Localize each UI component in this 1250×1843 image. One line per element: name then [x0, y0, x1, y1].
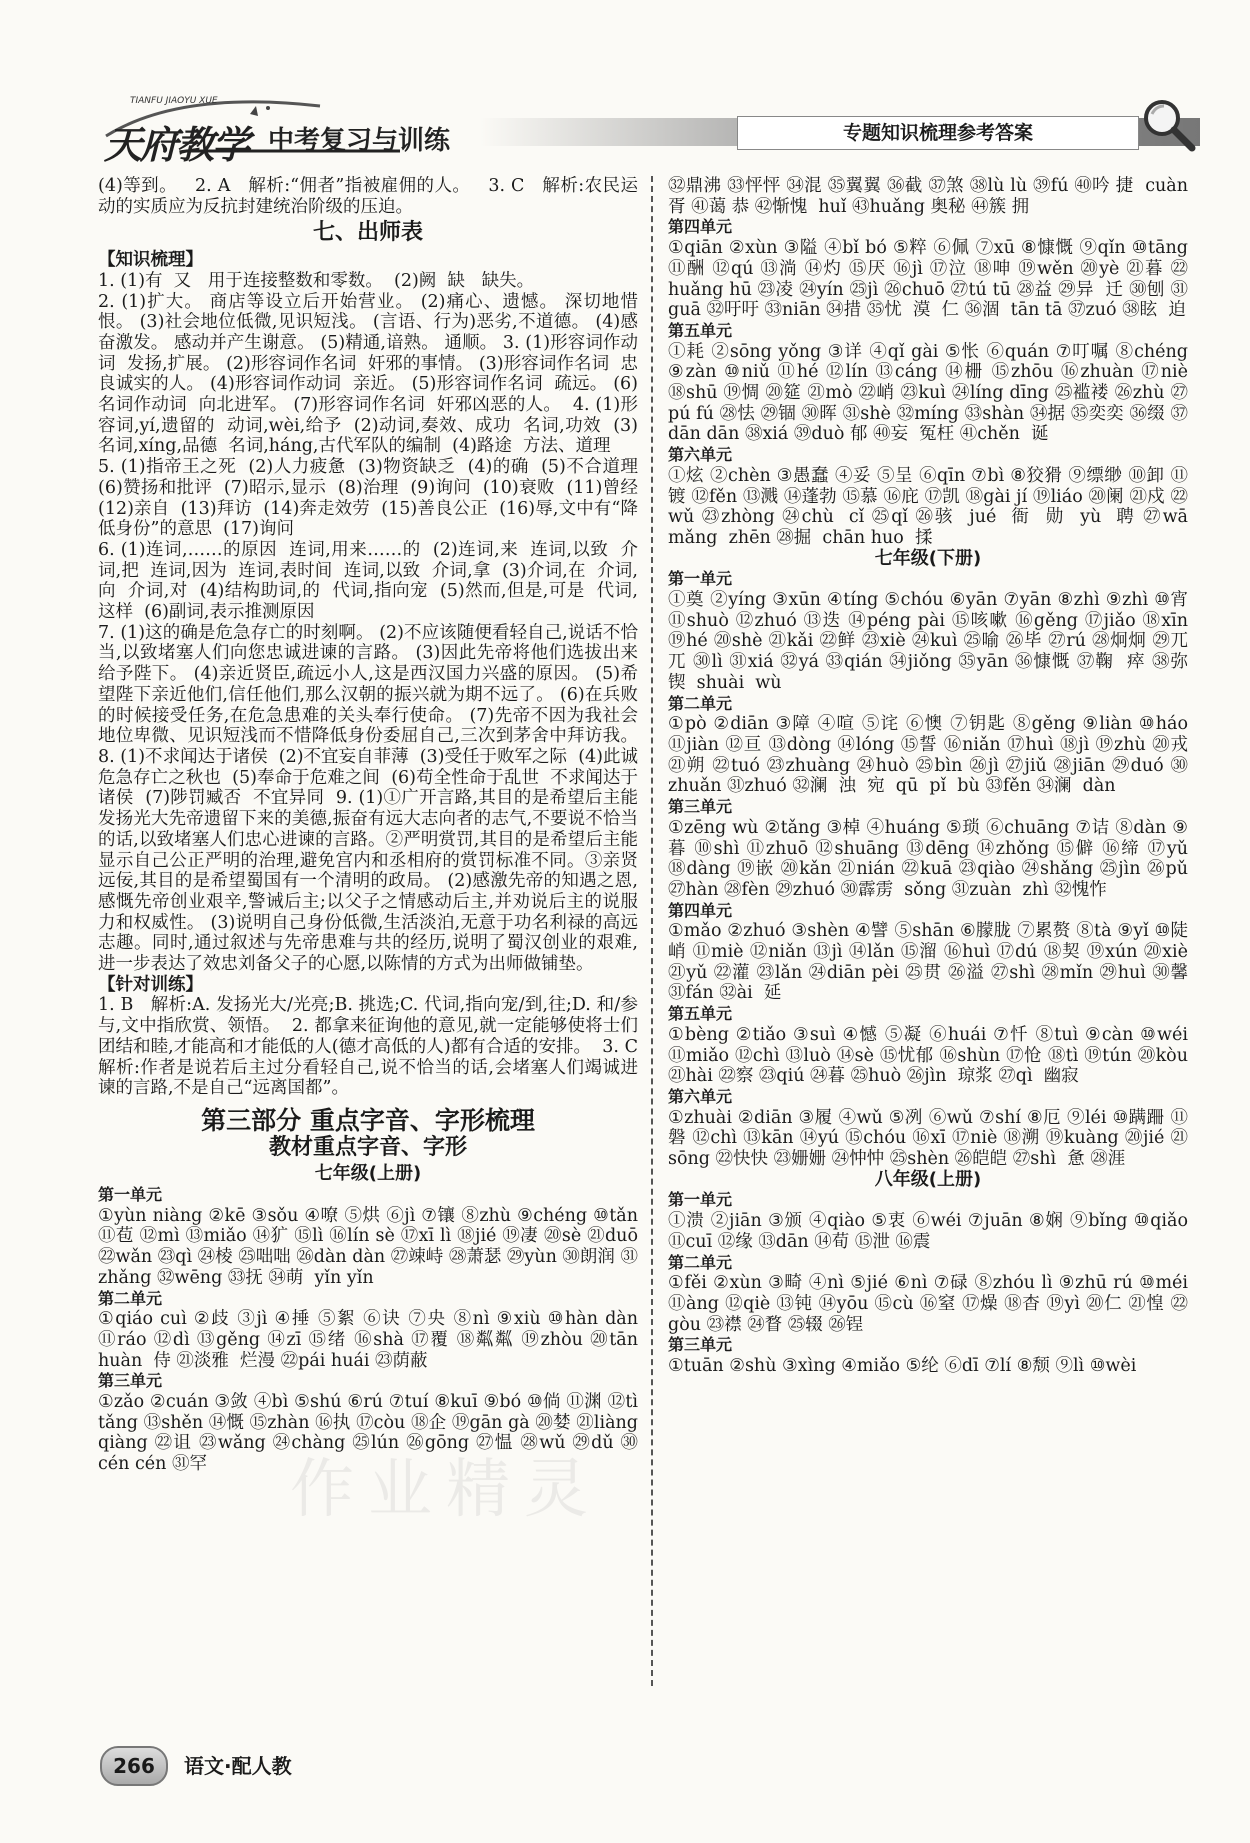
answer-paragraph: 5. (1)指帝王之死 (2)人力疲惫 (3)物资缺乏 (4)的确 (5)不合道理 (6)赞扬和批评 (7)昭示,显示 (8)治理 (9)询问 (10)衰败 (11)曾经 (12)亲自 (13)拜访 (14)奔走效劳 (15)善良公正 (16)辱,文中有“降低身份”的意思 (17)询问: [98, 457, 650, 540]
logo-subtitle: TIANFU JIAOYU XUE: [130, 96, 218, 106]
answer-paragraph: ①bèng ②tiǎo ③suì ④憾 ⑤凝 ⑥huái ⑦忏 ⑧tuì ⑨càn ⑩wéi ⑪miǎo ⑫chì ⑬luò ⑭sè ⑮忧郁 ⑯shùn ⑰怆 ⑱tì ⑲tún ⑳kòu ㉑hài ㉒察 ㉓qiú ㉔暮 ㉕huò ㉖jìn 琼浆 ㉗qì 幽寂: [668, 1024, 1194, 1087]
watermark: 作业精灵: [290, 1453, 602, 1527]
section-heading: 【针对训练】: [98, 974, 203, 995]
section-label: 专题知识梳理参考答案: [737, 116, 1139, 150]
answer-paragraph: ①奠 ②yíng ③xūn ④tíng ⑤chóu ⑥yān ⑦yān ⑧zhì ⑨zhì ⑩宵 ⑪shuò ⑫zhuó ⑬迭 ⑭péng pài ⑮咳嗽 ⑯gěng ⑰jiǎo ⑱xīn ⑲hé ⑳shè ㉑kǎi ㉒鲜 ㉓xiè ㉔kuì ㉕喻 ㉖毕 ㉗rú ㉘炯炯 ㉙兀兀 ㉚lì ㉛xiá ㉜yá ㉝qián ㉞jiǒng ㉟yān ㊱慷慨 ㊲鞠 瘁 ㊳弥 锲 shuài wù: [668, 590, 1200, 693]
answer-paragraph: 1. B 解析:A. 发扬光大/光亮;B. 挑选;C. 代词,指向宠/到,往;D. 和/参与,文中指欣赏、领悟。 2. 都拿来征询他的意见,就一定能够使将士们团结和睦,才能高和才能低的人(德才高低的人)都有合适的安排。 3. C 解析:作者是说若后主过分看轻自己,说不恰当的话,会堵塞人们竭诚进谏的言路,不是自己“远离国都”。: [98, 995, 655, 1099]
answer-paragraph: (4)等到。 2. A 解析:“佣者”指被雇佣的人。 3. C 解析:农民运动的实质应为反抗封建统治阶级的压迫。: [98, 176, 638, 217]
logo-title: 天府教学: [104, 123, 249, 167]
page-footer: [100, 1740, 400, 1790]
answer-paragraph: ①pò ②diān ③障 ④喧 ⑤诧 ⑥懊 ⑦钥匙 ⑧gěng ⑨liàn ⑩háo ⑪jiàn ⑫亘 ⑬dòng ⑭lóng ⑮誓 ⑯niǎn ⑰huì ⑱jì ⑲zhù ⑳戎 ㉑朔 ㉒tuó ㉓zhuàng ㉔huò ㉕bìn ㉖jì ㉗jiǔ ㉘jiān ㉙duó ㉚zhuǎn ㉛zhuó ㉜澜 浊 宛 qū pǐ bù ㉝fěn ㉞澜 dàn: [668, 714, 1194, 797]
answer-paragraph: ①yùn niàng ②kē ③sǒu ④嘹 ⑤烘 ⑥jì ⑦镶 ⑧zhù ⑨chéng ⑩tǎn ⑪苞 ⑫mì ⑬miǎo ⑭犷 ⑮lì ⑯lín sè ⑰xī lì ⑱jié ⑲凄 ⑳sè ㉑duō ㉒wǎn ㉓qì ㉔棱 ㉕咄咄 ㉖dàn dàn ㉗竦峙 ㉘萧瑟 ㉙yùn ㉚朗润 ㉛zhǎng ㉜wēng ㉝抚 ㉞萌 yǐn yǐn: [98, 1205, 644, 1288]
unit-heading: 第三单元: [98, 1371, 163, 1391]
unit-heading: 第一单元: [668, 1190, 733, 1210]
answer-paragraph: ①mǎo ②zhuó ③shèn ④譬 ⑤shān ⑥朦胧 ⑦累赘 ⑧tà ⑨yǐ ⑩陡峭 ⑪miè ⑫niǎn ⑬jì ⑭lǎn ⑮溜 ⑯huì ⑰dú ⑱契 ⑲xún ⑳xiè ㉑yǔ ㉒灌 ㉓lǎn ㉔diān pèi ㉕贯 ㉖溢 ㉗shì ㉘mǐn ㉙huì ㉚馨 ㉛fán ㉜ài 延: [668, 921, 1194, 1004]
right-column: [668, 176, 1200, 1377]
unit-heading: 第二单元: [668, 1252, 733, 1272]
unit-heading: 第四单元: [668, 900, 733, 920]
unit-heading: 第五单元: [668, 320, 733, 340]
unit-heading: 第一单元: [668, 569, 733, 589]
answer-paragraph: ㉜鼎沸 ㉝怦怦 ㉞混 ㉟翼翼 ㊱截 ㊲煞 ㊳lù lù ㊴fú ㊵吟 捷 cuàn 胥 ㊶蔼 恭 ㊷惭愧 huǐ ㊸huǎng 奥秘 ㊹簇 拥: [668, 176, 1194, 217]
unit-heading: 第三单元: [668, 797, 733, 817]
answer-paragraph: 7. (1)这的确是危急存亡的时刻啊。 (2)不应该随便看轻自己,说话不恰当,以致堵塞人们向您忠诚进谏的言路。 (3)因此先帝将他们选拔出来给予陛下。 (4)亲近贤臣,疏远小人,这是西汉国力兴盛的原因。 (5)希望陛下亲近他们,信任他们,那么汉朝的振兴就为期不远了。 (6)在兵败的时候接受任务,在危急患难的关头奉行使命。 (7)先帝不因为我社会地位卑微、见识短浅而不惜降低身份委屈自己,三次到茅舍中拜访我。 8. (1)不求闻达于诸侯 (2)不宜妄自菲薄 (3)受任于败军之际 (4)此诚危急存亡之秋也 (5)奉命于危难之间 (6)苟全性命于乱世 不求闻达于诸侯 (7)陟罚臧否 不宜异同 9. (1)①广开言路,其目的是希望后主能发扬光大先帝遗留下来的美德,振奋有远大志向者的志气,不要说不恰当的话,以致堵塞人们忠心进谏的言路。②严明赏罚,其目的是希望后主能显示自己公正严明的治理,避免宫内和丞相府的赏罚标准不同。③亲贤远佞,其目的是希望蜀国有一个清明的政局。 (2)感激先帝的知遇之恩,感慨先帝创业艰辛,警诫后主;以父子之情感动后主,并劝说后主的说服力和权威性。 (3)说明自己身份低微,生活淡泊,无意于功名利禄的高远志趣。同时,通过叙述与先帝患难与共的经历,说明了蜀汉创业的艰难,进一步表达了效忠刘备父子的心愿,以陈情的方式为出师做铺垫。: [98, 622, 650, 975]
answer-paragraph: ①qiáo cuì ②歧 ③jì ④捶 ⑤絮 ⑥诀 ⑦央 ⑧nì ⑨xiù ⑩hàn dàn ⑪ráo ⑫dì ⑬gěng ⑭zī ⑮绪 ⑯shà ⑰覆 ⑱粼粼 ⑲zhòu ⑳tān huàn 侍 ㉑淡雅 烂漫 ㉒pái huái ㉓荫蔽: [98, 1309, 644, 1371]
section-heading: 七年级(下册): [874, 547, 982, 569]
page-header: [100, 96, 1185, 167]
answer-paragraph: ①耗 ②sōng yǒng ③详 ④qǐ gài ⑤怅 ⑥quán ⑦叮嘱 ⑧chéng ⑨zàn ⑩niǔ ⑪hé ⑫lín ⑬cáng ⑭栅 ⑮zhōu ⑯zhuàn ⑰niè ⑱shū ⑲惆 ⑳筵 ㉑mò ㉒峭 ㉓kuì ㉔líng dīng ㉕褴褛 ㉖zhù ㉗pú fú ㉘怯 ㉙锢 ㉚晖 ㉛shè ㉜míng ㉝shàn ㉞据 ㉟奕奕 ㊱缀 ㊲dān dān ㊳xiá ㊴duò 郁 ㊵妄 冤枉 ㊶chěn 诞: [668, 341, 1194, 445]
series-title: 中考复习与训练: [268, 126, 451, 156]
unit-heading: 第一单元: [98, 1185, 163, 1205]
unit-heading: 第六单元: [668, 1086, 733, 1106]
unit-heading: 第二单元: [668, 693, 733, 713]
unit-heading: 第二单元: [98, 1288, 163, 1308]
unit-heading: 第三单元: [668, 1335, 733, 1355]
answer-paragraph: 6. (1)连词,……的原因 连词,用来……的 (2)连词,来 连词,以致 介词,把 连词,因为 连词,表时间 连词,以致 介词,拿 (3)介词,在 介词,向 介词,对 (4)结构助词,的 代词,指向宠 (5)然而,但是,可是 代词,这样 (6)副词,表示推测原因: [98, 539, 638, 623]
section-heading: 八年级(上册): [874, 1168, 982, 1190]
magnifier-icon: [1140, 96, 1196, 152]
subject-label: 语文·配人教: [184, 1754, 292, 1778]
answer-paragraph: ①炫 ②chèn ③愚蠢 ④妥 ⑤呈 ⑥qīn ⑦bì ⑧狡猾 ⑨缥缈 ⑩卸 ⑪镀 ⑫fěn ⑬溅 ⑭蓬勃 ⑮慕 ⑯庇 ⑰凯 ⑱gài jí ⑲liáo ⑳阑 ㉑戍 ㉒wǔ ㉓zhòng ㉔chù cǐ ㉕qǐ ㉖骇 jué 衙 勋 yù 聘 ㉗wā mǎng zhēn ㉘掘 chān huo 揉: [668, 465, 1200, 548]
answer-paragraph: ①zēng wù ②tǎng ③棹 ④huáng ⑤琐 ⑥chuāng ⑦诘 ⑧dàn ⑨暮 ⑩shì ⑪zhuō ⑫shuāng ⑬dēng ⑭zhǒng ⑮僻 ⑯缔 ⑰yǔ ⑱dàng ⑲嵌 ⑳kǎn ㉑nián ㉒kuā ㉓qiào ㉔shǎng ㉕jìn ㉖pǔ ㉗hàn ㉘fèn ㉙zhuó ㉚霹雳 sǒng ㉛zuàn zhì ㉜愧怍: [668, 817, 1194, 900]
column-divider: [651, 176, 653, 1686]
page-number: 266: [100, 1746, 168, 1786]
answer-paragraph: ①zǎo ②cuán ③敛 ④bì ⑤shú ⑥rú ⑦tuí ⑧kuī ⑨bó ⑩倘 ⑪渊 ⑫tì tǎng ⑬shěn ⑭慨 ⑮zhàn ⑯执 ⑰còu ⑱企 ⑲gān gà ⑳婪 ㉑liàng qiàng ㉒诅 ㉓wǎng ㉔chàng ㉕lún ㉖gōng ㉗愠 ㉘wǔ ㉙dǔ ㉚cén cén ㉛罕: [98, 1392, 644, 1475]
left-column: [98, 176, 655, 1475]
section-heading: 【知识梳理】: [98, 250, 203, 271]
unit-heading: 第六单元: [668, 445, 733, 465]
section-heading: 七年级(上册): [314, 1163, 422, 1185]
answer-paragraph: ①fěi ②xùn ③畸 ④nì ⑤jié ⑥nì ⑦碌 ⑧zhóu lì ⑨zhū rú ⑩méi ⑪àng ⑫qiè ⑬钝 ⑭yōu ⑮cù ⑯窒 ⑰燥 ⑱杳 ⑲yì ⑳仁 ㉑惶 ㉒gòu ㉓襟 ㉔瞀 ㉕辍 ㉖锃: [668, 1273, 1194, 1335]
answer-paragraph: 2. (1)扩大。 商店等设立后开始营业。 (2)痛心、遗憾。 深切地惜恨。 (3)社会地位低微,见识短浅。 (言语、行为)恶劣,不道德。 (4)感奋激发。 感动并产生谢意。 (5)精通,谙熟。 通顺。 3. (1)形容词作动词 发扬,扩展。 (2)形容词作名词 奸邪的事情。 (3)形容词作名词 忠良诚实的人。 (4)形容词作动词 亲近。 (5)形容词作名词 疏远。 (6)名词作动词 向北进军。 (7)形容词作名词 奸邪凶恶的人。 4. (1)形容词,yí,遗留的 动词,wèi,给予 (2)动词,奏效、成功 名词,功效 (3)名词,xíng,品德 名词,háng,古代军队的编制 (4)路途 方法、道理: [98, 291, 638, 457]
section-heading: 七、出师表: [312, 220, 423, 246]
answer-paragraph: 1. (1)有 又 用于连接整数和零数。 (2)阙 缺 缺失。: [98, 270, 535, 291]
section-heading: 第三部分 重点字音、字形梳理: [201, 1105, 535, 1135]
unit-heading: 第五单元: [668, 1004, 733, 1024]
answer-paragraph: ①溃 ②jiān ③颁 ④qiào ⑤衷 ⑥wéi ⑦juān ⑧娴 ⑨bǐng ⑩qiǎo ⑪cuī ⑫缘 ⑬dān ⑭荀 ⑮泄 ⑯震: [668, 1211, 1194, 1252]
answer-paragraph: ①tuān ②shù ③xìng ④miǎo ⑤纶 ⑥dī ⑦lí ⑧颓 ⑨lì ⑩wèi: [668, 1356, 1137, 1377]
section-heading: 教材重点字音、字形: [268, 1134, 467, 1160]
answer-paragraph: ①zhuài ②diān ③履 ④wǔ ⑤冽 ⑥wǔ ⑦shí ⑧厄 ⑨léi ⑩蹒跚 ⑪磐 ⑫chì ⑬kān ⑭yú ⑮chóu ⑯xī ⑰niè ⑱溯 ⑲kuàng ⑳jié ㉑sōng ㉒快快 ㉓姗姗 ㉔忡忡 ㉕shèn ㉖皑皑 ㉗shì 惫 ㉘涯: [668, 1107, 1188, 1170]
unit-heading: 第四单元: [668, 217, 733, 237]
answer-paragraph: ①qiān ②xùn ③隘 ④bǐ bó ⑤粹 ⑥佩 ⑦xū ⑧慷慨 ⑨qǐn ⑩tāng ⑪酬 ⑫qú ⑬淌 ⑭灼 ⑮厌 ⑯jì ⑰泣 ⑱呻 ⑲wěn ⑳yè ㉑暮 ㉒huǎng hū ㉓凌 ㉔yín ㉕jì ㉖chuō ㉗tú tū ㉘益 ㉙异 迁 ㉚刨 ㉛guā ㉜吁吁 ㉝niān ㉞措 ㉟忧 漠 仁 ㊱涸 tān tā ㊲zuó ㊳眩 迫: [668, 238, 1194, 321]
